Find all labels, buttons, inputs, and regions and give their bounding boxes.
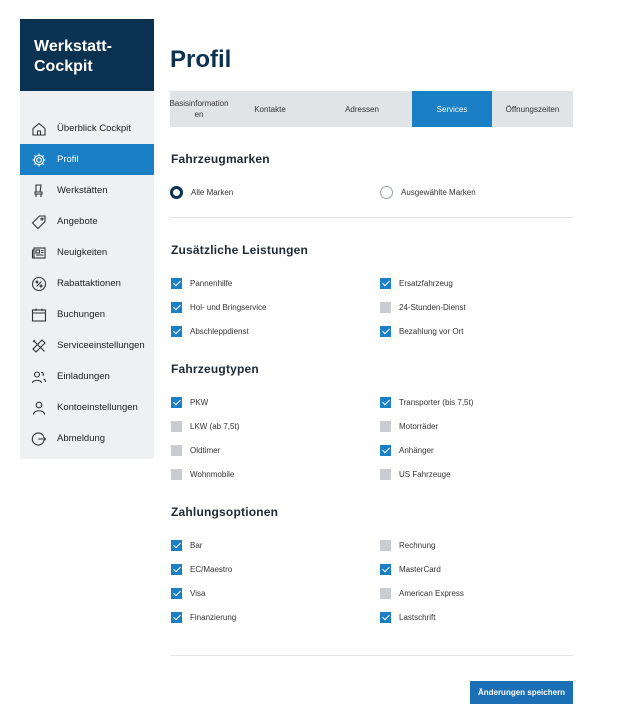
checkbox-label: Pannenhilfe xyxy=(190,278,233,288)
checkbox-ec-maestro[interactable] xyxy=(171,562,232,576)
sidebar-item-rabattaktionen[interactable] xyxy=(20,268,154,299)
checkbox-label: 24-Stunden-Dienst xyxy=(399,302,466,312)
checkbox-label: PKW xyxy=(190,397,209,407)
sidebar-item-label: Serviceeinstellungen xyxy=(57,340,145,351)
checkbox-label: Transporter (bis 7,5t) xyxy=(399,397,474,407)
brand-title-line1: Werkstatt- xyxy=(34,38,112,55)
checkbox-label: Oldtimer xyxy=(190,445,221,455)
section-title-zahlungsoptionen: Zahlungsoptionen xyxy=(171,505,279,519)
checkbox-label: US Fahrzeuge xyxy=(399,469,451,479)
section-title-fahrzeugtypen: Fahrzeugtypen xyxy=(171,362,259,376)
checkbox-motorraeder[interactable] xyxy=(380,419,438,433)
checkbox-label: Rechnung xyxy=(399,540,436,550)
checkbox-indicator xyxy=(380,326,391,337)
sidebar-item-ueberblick[interactable] xyxy=(20,113,154,144)
tab-kontakte[interactable] xyxy=(228,91,312,127)
save-changes-button[interactable]: Änderungen speichern xyxy=(470,681,573,704)
checkbox-us-fahrzeuge[interactable] xyxy=(380,467,451,481)
sidebar-item-label: Buchungen xyxy=(57,309,106,320)
checkbox-indicator xyxy=(380,469,391,480)
checkbox-indicator xyxy=(171,612,182,623)
tab-label-line1: Basisinformation xyxy=(169,99,229,108)
checkbox-label: LKW (ab 7,5t) xyxy=(190,421,240,431)
sidebar-nav xyxy=(20,91,154,454)
checkbox-visa[interactable] xyxy=(171,586,205,600)
sidebar-item-label: Überblick Cockpit xyxy=(57,123,131,134)
checkbox-indicator xyxy=(171,564,182,575)
gear-icon xyxy=(30,151,48,169)
checkbox-label: Abschleppdienst xyxy=(190,326,249,336)
checkbox-pkw[interactable] xyxy=(171,395,208,409)
tab-oeffnungszeiten[interactable] xyxy=(492,91,573,127)
checkbox-indicator xyxy=(171,469,182,480)
radio-label: Ausgewählte Marken xyxy=(401,187,476,197)
sidebar-item-label: Profil xyxy=(57,154,79,165)
checkbox-label: EC/Maestro xyxy=(190,564,233,574)
logout-icon xyxy=(30,430,48,448)
checkbox-label: Hol- und Bringservice xyxy=(190,302,267,312)
sidebar-item-label: Werkstätten xyxy=(57,185,108,196)
sidebar-item-label: Rabattaktionen xyxy=(57,278,121,289)
radio-alle-marken[interactable] xyxy=(170,185,233,199)
radio-indicator xyxy=(170,186,183,199)
checkbox-lastschrift[interactable] xyxy=(380,610,435,624)
checkbox-label: American Express xyxy=(399,588,464,598)
checkbox-indicator xyxy=(380,397,391,408)
users-icon xyxy=(30,368,48,386)
tab-label: Services xyxy=(436,104,468,114)
sidebar-item-label: Einladungen xyxy=(57,371,110,382)
radio-ausgewaehlte-marken[interactable] xyxy=(380,185,476,199)
radio-indicator xyxy=(380,186,393,199)
checkbox-label: Ersatzfahrzeug xyxy=(399,278,453,288)
checkbox-indicator xyxy=(380,278,391,289)
checkbox-indicator xyxy=(380,588,391,599)
checkbox-indicator xyxy=(171,278,182,289)
tools-icon xyxy=(30,337,48,355)
percent-icon xyxy=(30,275,48,293)
tab-adressen[interactable] xyxy=(312,91,412,127)
checkbox-label: Bar xyxy=(190,540,203,550)
checkbox-label: MasterCard xyxy=(399,564,441,574)
sidebar-item-werkstaetten[interactable] xyxy=(20,175,154,206)
checkbox-indicator xyxy=(171,540,182,551)
checkbox-indicator xyxy=(171,326,182,337)
checkbox-label: Wohnmobile xyxy=(190,469,235,479)
checkbox-hol-bringservice[interactable] xyxy=(171,300,266,314)
sidebar-item-serviceeinstellungen[interactable] xyxy=(20,330,154,361)
tab-services[interactable] xyxy=(412,91,492,127)
section-title-fahrzeugmarken: Fahrzeugmarken xyxy=(171,152,270,166)
checkbox-indicator xyxy=(380,445,391,456)
tab-basisinformationen[interactable] xyxy=(170,91,228,127)
checkbox-american-express[interactable] xyxy=(380,586,464,600)
checkbox-24-stunden-dienst[interactable] xyxy=(380,300,466,314)
sidebar-item-label: Kontoeinstellungen xyxy=(57,402,138,413)
brand-logo[interactable] xyxy=(20,19,154,91)
house-icon xyxy=(30,120,48,138)
checkbox-bezahlung-vor-ort[interactable] xyxy=(380,324,463,338)
checkbox-label: Anhänger xyxy=(399,445,434,455)
checkbox-finanzierung[interactable] xyxy=(171,610,236,624)
tab-bar xyxy=(170,91,573,127)
checkbox-indicator xyxy=(171,397,182,408)
checkbox-lkw[interactable] xyxy=(171,419,239,433)
checkbox-transporter[interactable] xyxy=(380,395,473,409)
calendar-icon xyxy=(30,306,48,324)
sidebar-item-kontoeinstellungen[interactable] xyxy=(20,392,154,423)
checkbox-indicator xyxy=(380,612,391,623)
checkbox-mastercard[interactable] xyxy=(380,562,441,576)
section-title-leistungen: Zusätzliche Leistungen xyxy=(171,243,309,257)
tab-label-line2: en xyxy=(194,110,204,119)
sidebar xyxy=(20,19,154,459)
tab-label: Kontakte xyxy=(254,104,286,114)
checkbox-indicator xyxy=(171,588,182,599)
checkbox-label: Bezahlung vor Ort xyxy=(399,326,464,336)
page-title: Profil xyxy=(170,46,232,73)
sidebar-item-neuigkeiten[interactable] xyxy=(20,237,154,268)
checkbox-wohnmobile[interactable] xyxy=(171,467,234,481)
checkbox-ersatzfahrzeug[interactable] xyxy=(380,276,453,290)
divider xyxy=(170,217,573,218)
tab-label xyxy=(169,98,228,120)
checkbox-rechnung[interactable] xyxy=(380,538,435,552)
checkbox-label: Finanzierung xyxy=(190,612,237,622)
checkbox-indicator xyxy=(171,302,182,313)
sidebar-item-angebote[interactable] xyxy=(20,206,154,237)
radio-label: Alle Marken xyxy=(191,187,234,197)
tag-icon xyxy=(30,213,48,231)
checkbox-anhaenger[interactable] xyxy=(380,443,434,457)
checkbox-label: Motorräder xyxy=(399,421,439,431)
sidebar-item-abmeldung[interactable] xyxy=(20,423,154,454)
user-icon xyxy=(30,399,48,417)
checkbox-pannenhilfe[interactable] xyxy=(171,276,232,290)
divider xyxy=(170,655,573,656)
checkbox-label: Visa xyxy=(190,588,206,598)
checkbox-indicator xyxy=(380,540,391,551)
sidebar-item-einladungen[interactable] xyxy=(20,361,154,392)
checkbox-abschleppdienst[interactable] xyxy=(171,324,249,338)
brand-title-line2: Cockpit xyxy=(34,58,93,75)
newspaper-icon xyxy=(30,244,48,262)
seat-icon xyxy=(30,182,48,200)
checkbox-indicator xyxy=(380,564,391,575)
tab-label: Öffnungszeiten xyxy=(505,104,560,114)
sidebar-item-label: Angebote xyxy=(57,216,98,227)
checkbox-oldtimer[interactable] xyxy=(171,443,220,457)
checkbox-label: Lastschrift xyxy=(399,612,436,622)
checkbox-indicator xyxy=(380,421,391,432)
sidebar-item-buchungen[interactable] xyxy=(20,299,154,330)
checkbox-indicator xyxy=(380,302,391,313)
sidebar-item-profil[interactable] xyxy=(20,144,154,175)
sidebar-item-label: Abmeldung xyxy=(57,433,106,444)
checkbox-bar[interactable] xyxy=(171,538,202,552)
tab-label: Adressen xyxy=(345,104,379,114)
sidebar-item-label: Neuigkeiten xyxy=(57,247,108,258)
checkbox-indicator xyxy=(171,445,182,456)
checkbox-indicator xyxy=(171,421,182,432)
